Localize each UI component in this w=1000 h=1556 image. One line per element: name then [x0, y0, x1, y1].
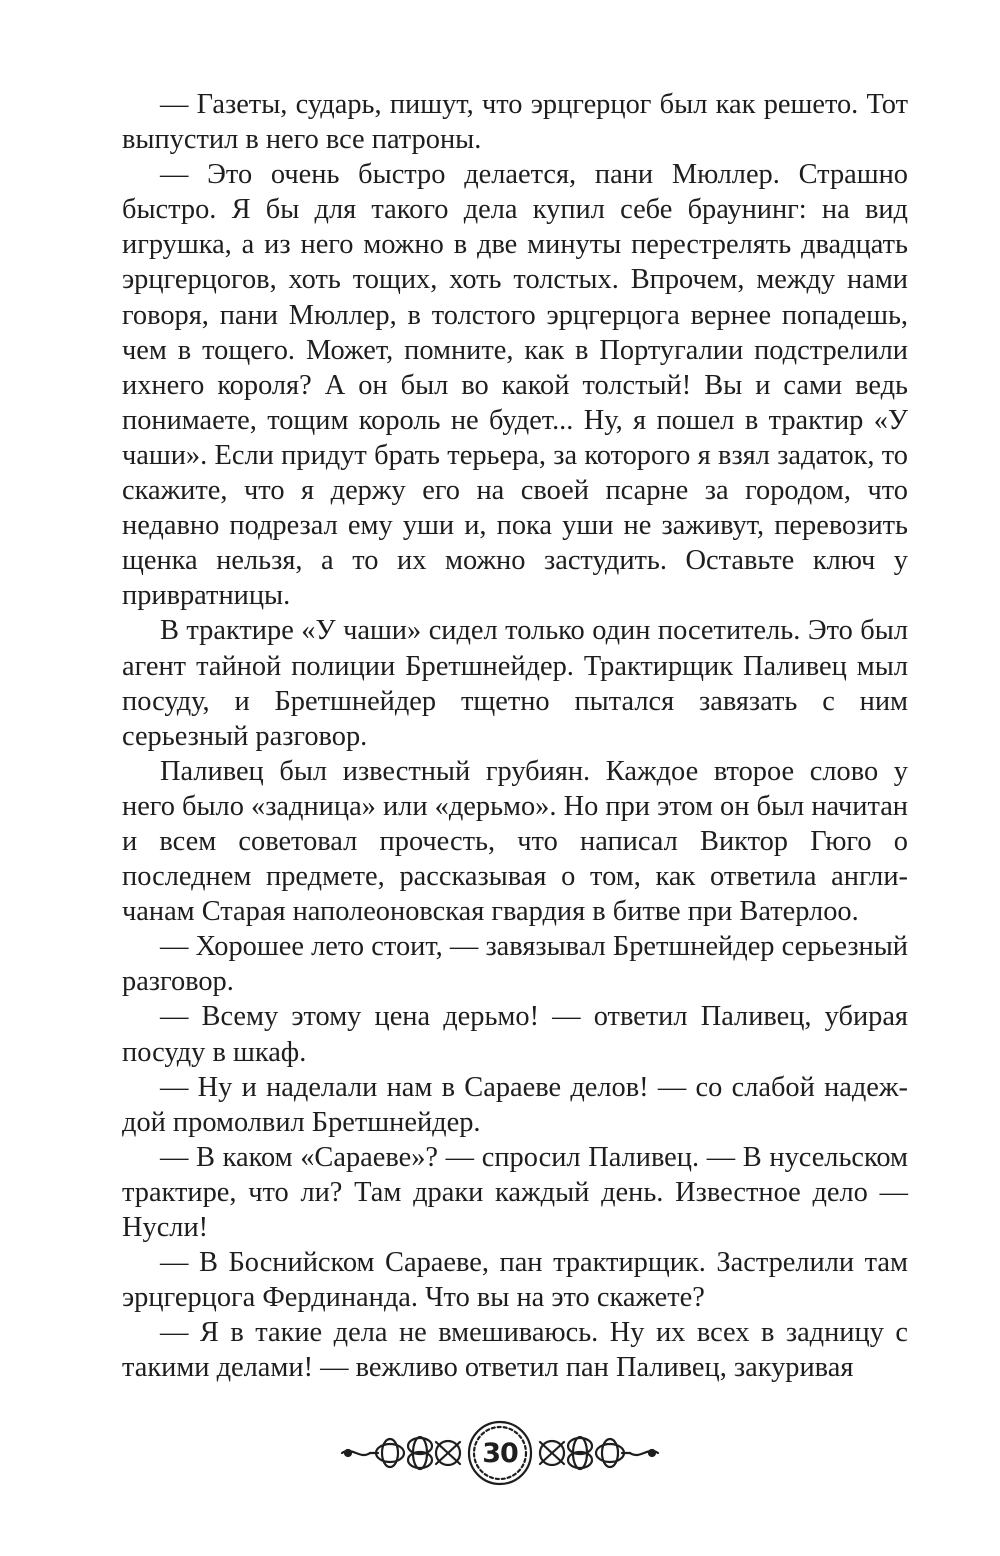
paragraph: — Я в такие дела не вмешиваюсь. Ну их всех в задницу с такими делами! — вежливо ответил пан Паливец, закуривая	[122, 1317, 908, 1384]
paragraph: — Газеты, сударь, пишут, что эрцгерцог был как решето. Тот выпустил в него все патроны.	[122, 89, 908, 156]
page-footer	[340, 1418, 660, 1488]
page-number: 30	[482, 1437, 518, 1469]
paragraph: — Это очень быстро делается, пани Мюллер. Страшно быстро. Я бы для такого дела купил себе браунинг: на вид игрушка, а из него можно в две минуты перестрелять двадцать эрцгерцогов, хоть тощих, хоть толстых. Впрочем, между нами говоря, пани Мюллер, в толстого эрцгерцога вернее попадешь, чем в тощего. Может, помните, как в Португалии подстрелили ихнего короля? А он был во какой толстый! Вы и сами ведь понимаете, тощим король не будет... Ну, я пошел в трактир «У чаши». Если придут брать терьера, за которого я взял задаток, то скажите, что я держу его на своей псарне за городом, что недавно подрезал ему уши и, пока уши не заживут, перевозить щенка нельзя, а то их можно застудить. Оставьте ключ у привратницы.	[122, 159, 908, 612]
paragraph: — Ну и наделали нам в Сараеве делов! — со слабой надеждой промолвил Бретшнейдер.	[122, 1071, 908, 1138]
paragraph: — В каком «Сараеве»? — спросил Паливец. — В нусельском трактире, что ли? Там драки каждый день. Известное дело — Нусли!	[122, 1141, 908, 1243]
paragraph: В трактире «У чаши» сидел только один посетитель. Это был агент тайной полиции Бретшнейдер. Трактирщик Паливец мыл посуду, и Бретшнейдер тщетно пытался завязать с ним серьезный разговор.	[122, 615, 908, 752]
paragraph: — Всему этому цена дерьмо! — ответил Паливец, убирая посуду в шкаф.	[122, 1001, 908, 1068]
body-text	[122, 87, 908, 1385]
paragraph: — В Боснийском Сараеве, пан трактирщик. Застрелили там эрцгерцога Фердинанда. Что вы на это скажете?	[122, 1247, 908, 1314]
paragraph: Паливец был известный грубиян. Каждое второе слово у него было «задница» или «дерьмо». Но при этом он был начитан и всем советовал прочесть, что написал Виктор Гюго о последнем предмете, рассказывая о том, как ответила англичанам Старая наполеоновская гвардия в битве при Ватерлоо.	[122, 755, 908, 928]
paragraph: — Хорошее лето стоит, — завязывал Бретшнейдер серьезный разговор.	[122, 931, 908, 998]
